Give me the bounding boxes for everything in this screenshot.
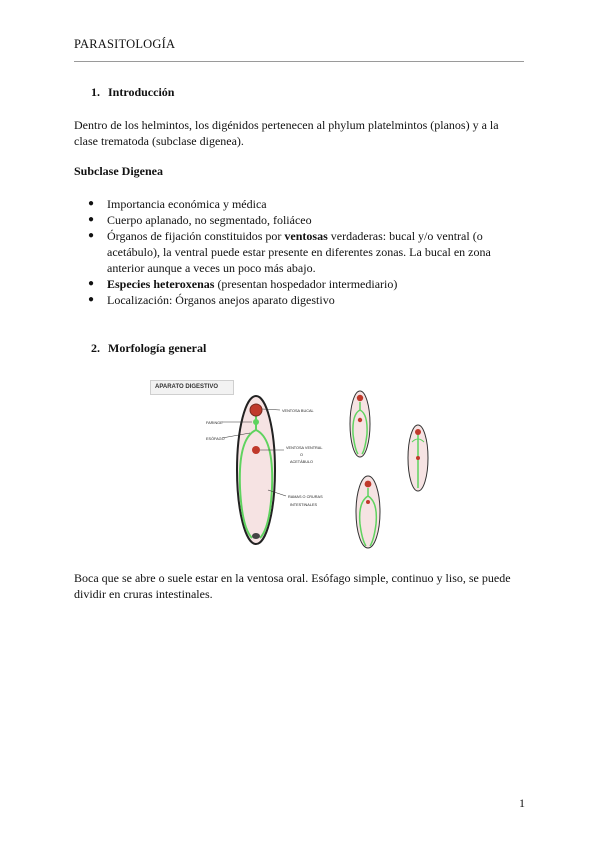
label-intestinales: INTESTINALES <box>290 503 318 507</box>
label-ramas: RAMAS O CRURAS <box>288 495 323 499</box>
list-item <box>74 212 534 228</box>
list-item <box>74 228 534 276</box>
trematode-small-2 <box>408 425 428 491</box>
list-item <box>74 196 534 212</box>
intro-paragraph <box>74 117 534 149</box>
list-item-emphasis: ventosas <box>284 229 328 243</box>
label-ventosa-bucal: VENTOSA BUCAL <box>282 409 314 413</box>
list-item-text: Cuerpo aplanado, no segmentado, foliáceo <box>107 213 312 227</box>
bullet-dot-icon: ● <box>88 230 95 241</box>
page-header: PARASITOLOGÍA <box>74 37 176 51</box>
section-title: Morfología general <box>108 341 207 355</box>
bullet-dot-icon: ● <box>88 214 95 225</box>
header-divider <box>74 61 524 62</box>
main-trematode-drawing <box>237 396 275 544</box>
list-item-text: Órganos de fijación constituidos por <box>107 229 285 243</box>
closing-paragraph <box>74 570 534 602</box>
label-esofago: ESÓFAGO <box>206 437 225 441</box>
section-title: Introducción <box>108 85 175 99</box>
bullet-dot-icon: ● <box>88 198 95 209</box>
subclass-heading: Subclase Digenea <box>74 164 164 178</box>
digestive-system-figure <box>150 378 450 550</box>
label-faringe: FARINGE <box>206 421 223 425</box>
section-heading-morfologia <box>91 341 206 356</box>
page-number: 1 <box>519 796 525 810</box>
label-acetabulo: ACETÁBULO <box>290 460 313 464</box>
bullet-dot-icon: ● <box>88 294 95 305</box>
list-item-text: acetábulo), la ventral puede estar presente en diferentes zonas. La bucal en zona <box>107 245 491 259</box>
section-number: 1. <box>91 85 100 99</box>
intro-line-2: clase trematoda (subclase digenea). <box>74 134 244 148</box>
list-item-text: verdaderas: bucal y/o ventral (o <box>327 229 483 243</box>
list-item-text: Localización: Órganos anejos aparato digestivo <box>107 293 335 307</box>
bullet-list <box>74 196 534 308</box>
closing-line-1: Boca que se abre o suele estar en la ventosa oral. Esófago simple, continuo y liso, se puede <box>74 571 511 585</box>
list-item-text: Importancia económica y médica <box>107 197 267 211</box>
list-item <box>74 276 534 292</box>
trematode-illustrations <box>150 378 450 550</box>
label-o: O <box>300 453 303 457</box>
trematode-small-1 <box>350 391 370 457</box>
list-item-emphasis: Especies heteroxenas <box>107 277 215 291</box>
label-ventosa-ventral: VENTOSA VENTRAL <box>286 446 323 450</box>
trematode-small-3 <box>356 476 380 548</box>
section-number: 2. <box>91 341 100 355</box>
bullet-dot-icon: ● <box>88 278 95 289</box>
list-item <box>74 292 534 308</box>
list-item-text: anterior aunque a veces un poco más abajo. <box>107 261 316 275</box>
intro-line-1: Dentro de los helmintos, los digénidos pertenecen al phylum platelmintos (planos) y a la <box>74 118 499 132</box>
list-item-text: (presentan hospedador intermediario) <box>214 277 398 291</box>
figure-title: APARATO DIGESTIVO <box>155 384 219 390</box>
section-heading-introduccion <box>91 85 174 100</box>
closing-line-2: dividir en cruras intestinales. <box>74 587 213 601</box>
